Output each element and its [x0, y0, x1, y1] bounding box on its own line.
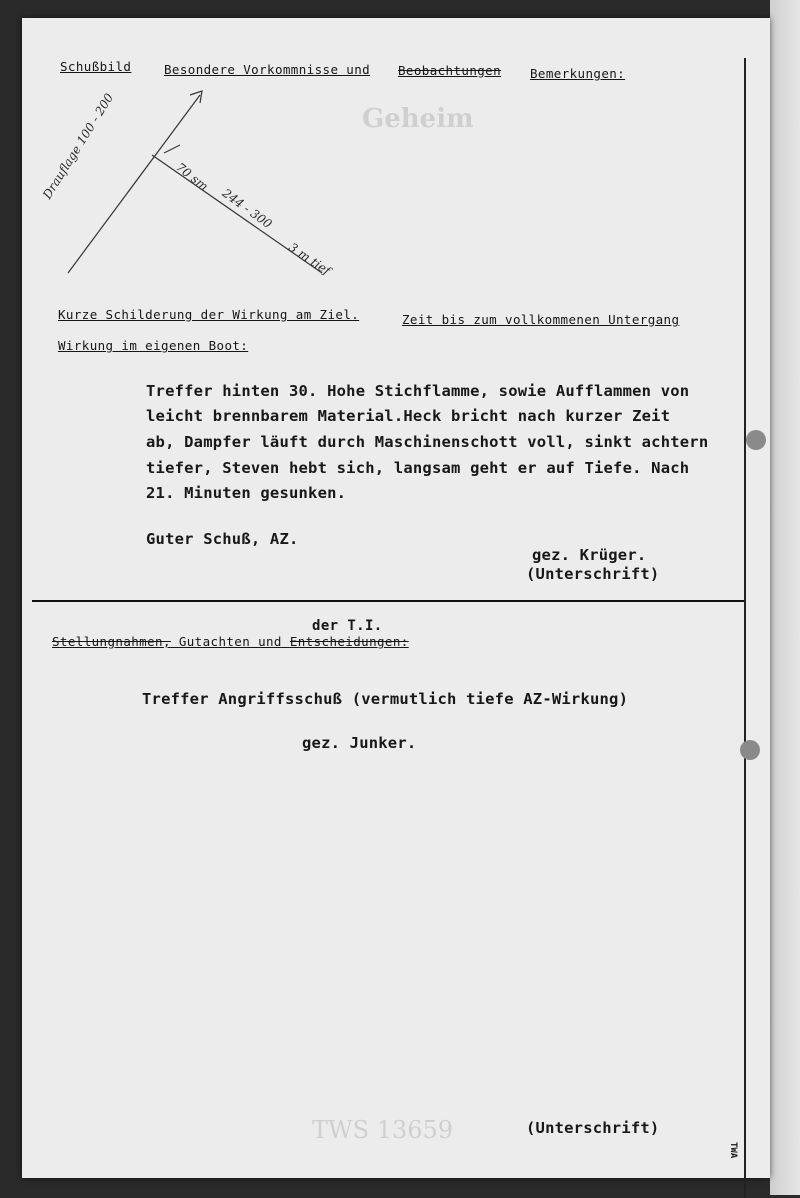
report-signature: gez. Krüger. — [532, 546, 647, 564]
header-shussbild: Schußbild — [60, 59, 132, 74]
bleed-through-stamp: TWS 13659 — [312, 1116, 454, 1144]
report-line-1: Treffer hinten 30. Hohe Stichflamme, sowie Aufflammen von — [146, 382, 690, 400]
scan-edge — [770, 0, 800, 1195]
sketch-annotation-244: 244 - 300 — [219, 186, 275, 232]
header-bemerkungen: Bemerkungen: — [530, 66, 626, 81]
right-margin-line — [744, 58, 746, 1198]
report-verdict: Guter Schuß, AZ. — [146, 530, 299, 548]
margin-code: TWA — [728, 1142, 738, 1159]
header-der-tj: der T.I. — [312, 618, 383, 634]
sketch-annotation-70sm: 70 sm — [173, 160, 211, 194]
header-stellungnahmen — [52, 634, 409, 649]
stellungnahmen-text: Stellungnahmen, — [52, 634, 171, 649]
header-besondere: Besondere Vorkommnisse und — [164, 62, 371, 77]
section-divider — [32, 600, 744, 602]
report-line-2: leicht brennbarem Material.Heck bricht nach kurzer Zeit — [146, 407, 671, 425]
header-kurze-schilderung: Kurze Schilderung der Wirkung am Ziel. — [58, 307, 360, 322]
report-line-3: ab, Dampfer läuft durch Maschinenschott voll, sinkt achtern — [146, 433, 709, 451]
sketch-annotation-drauflage: Drauflage 100 - 200 — [40, 90, 117, 202]
entscheidungen-text: Entscheidungen: — [289, 634, 409, 649]
document-page — [22, 18, 770, 1178]
assessment-signature-label: (Unterschrift) — [526, 1119, 660, 1137]
report-line-5: 21. Minuten gesunken. — [146, 484, 347, 502]
header-beobachtungen — [398, 63, 501, 78]
bleed-through-geheim: Geheim — [362, 104, 474, 134]
gutachten-text: Gutachten und — [178, 634, 282, 649]
beobachtungen-text: Beobachtungen — [398, 63, 502, 78]
report-signature-label: (Unterschrift) — [526, 565, 660, 583]
header-zeit-untergang: Zeit bis zum vollkommenen Untergang — [402, 312, 680, 327]
header-wirkung-boot: Wirkung im eigenen Boot: — [58, 338, 249, 353]
assessment-signature: gez. Junker. — [302, 734, 417, 752]
punch-hole-upper — [746, 430, 766, 450]
report-line-4: tiefer, Steven hebt sich, langsam geht er auf Tiefe. Nach — [146, 459, 690, 477]
punch-hole-lower — [740, 740, 760, 760]
sketch-annotation-tief: 3 m tief — [286, 240, 333, 278]
assessment-line: Treffer Angriffsschuß (vermutlich tiefe AZ-Wirkung) — [142, 690, 629, 708]
